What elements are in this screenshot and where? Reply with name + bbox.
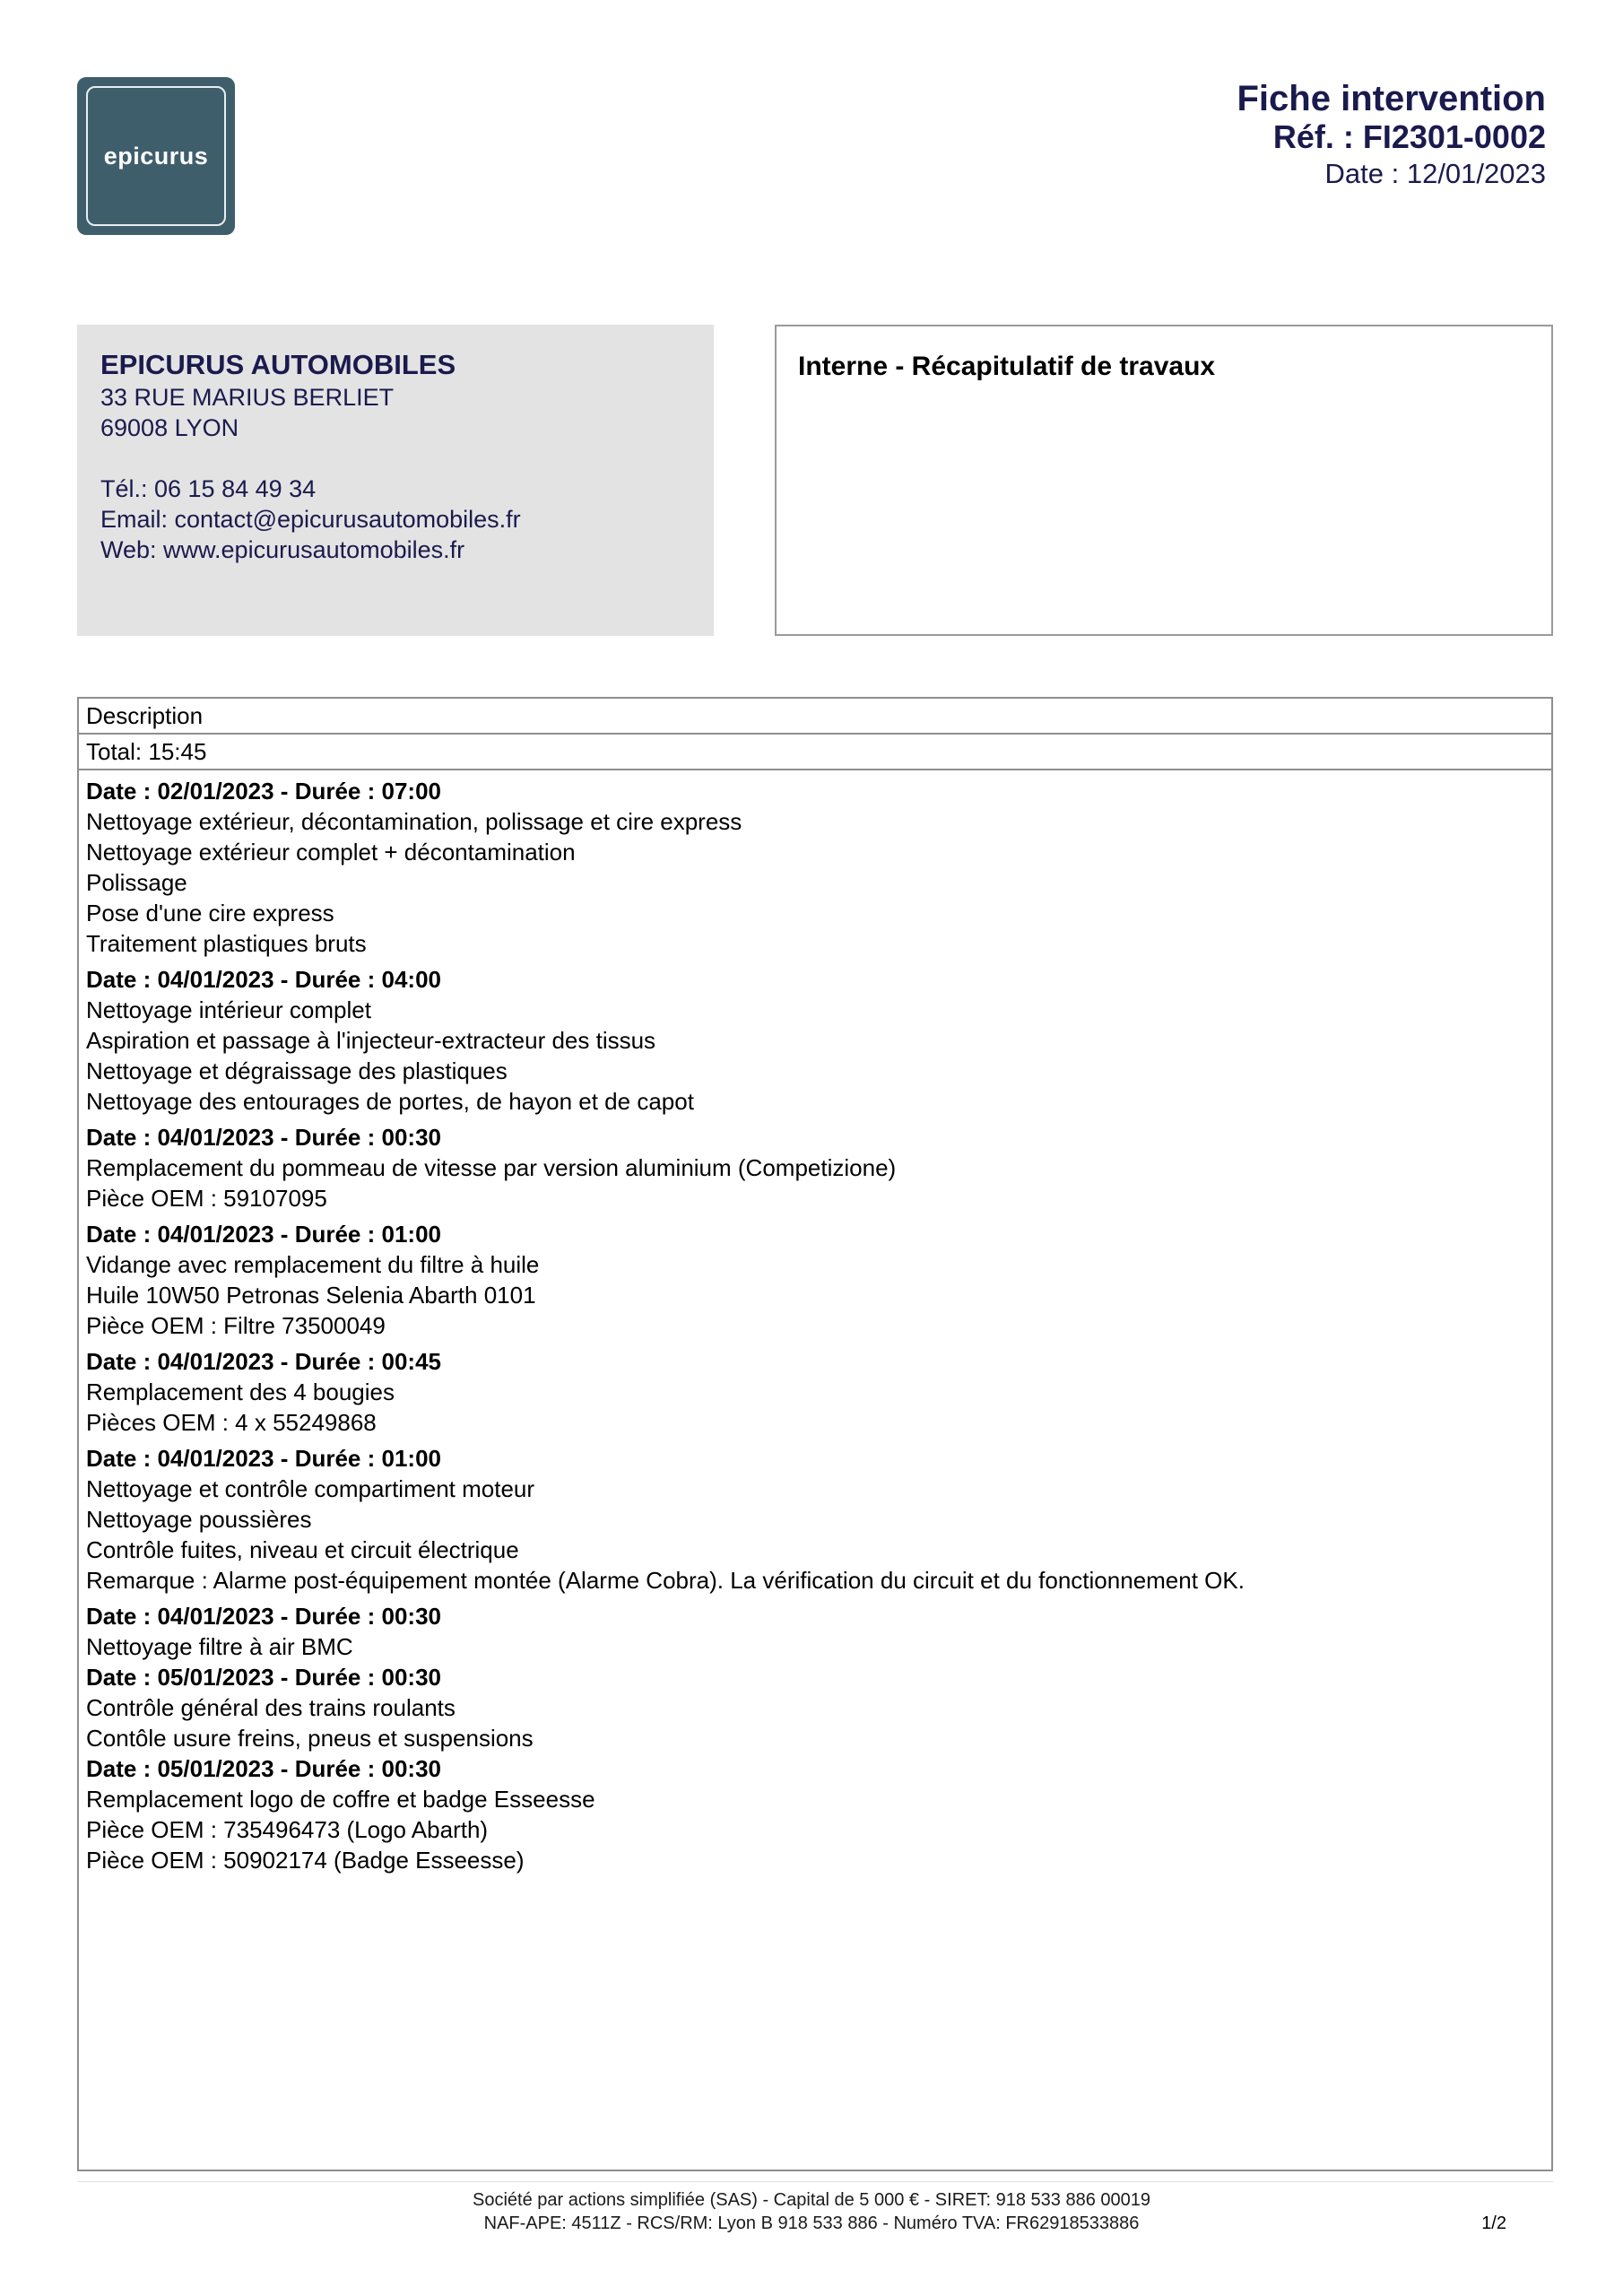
intervention-entry bbox=[86, 776, 1544, 959]
entry-line: Remarque : Alarme post-équipement montée (Alarme Cobra). La vérification du circuit et du fonctionnement OK. bbox=[86, 1567, 1245, 1594]
company-address-line1: 33 RUE MARIUS BERLIET bbox=[100, 384, 395, 411]
entry-line: Nettoyage des entourages de portes, de hayon et de capot bbox=[86, 1088, 694, 1115]
entry-line: Contrôle fuites, niveau et circuit électrique bbox=[86, 1536, 519, 1563]
company-email: Email: contact@epicurusautomobiles.fr bbox=[100, 506, 521, 533]
entry-line: Remplacement des 4 bougies bbox=[86, 1378, 395, 1405]
entry-line: Aspiration et passage à l'injecteur-extracteur des tissus bbox=[86, 1027, 656, 1054]
logo-frame bbox=[86, 86, 226, 226]
entry-line: Pièce OEM : 59107095 bbox=[86, 1185, 327, 1212]
entry-date-duration: Date : 04/01/2023 - Durée : 00:45 bbox=[86, 1348, 441, 1375]
intervention-entry bbox=[86, 1219, 1544, 1341]
entry-date-duration: Date : 04/01/2023 - Durée : 01:00 bbox=[86, 1221, 441, 1248]
logo-text: epicurus bbox=[103, 142, 209, 170]
entry-line: Nettoyage extérieur, décontamination, polissage et cire express bbox=[86, 808, 742, 835]
entry-line: Pièce OEM : 735496473 (Logo Abarth) bbox=[86, 1816, 489, 1843]
table-header: Description bbox=[79, 699, 1551, 735]
footer-divider bbox=[77, 2181, 1553, 2182]
table-total: Total: 15:45 bbox=[79, 735, 1551, 770]
entry-line: Nettoyage et dégraissage des plastiques bbox=[86, 1057, 508, 1084]
entry-date-duration: Date : 04/01/2023 - Durée : 01:00 bbox=[86, 1445, 441, 1472]
intervention-entry bbox=[86, 964, 1544, 1117]
company-web: Web: www.epicurusautomobiles.fr bbox=[100, 536, 465, 563]
entry-line: Pièce OEM : 50902174 (Badge Esseesse) bbox=[86, 1847, 525, 1874]
entry-line: Polissage bbox=[86, 869, 187, 896]
entry-line: Remplacement logo de coffre et badge Esseesse bbox=[86, 1786, 595, 1813]
company-phone: Tél.: 06 15 84 49 34 bbox=[100, 475, 317, 502]
company-address-line2: 69008 LYON bbox=[100, 414, 239, 441]
entry-date-duration: Date : 04/01/2023 - Durée : 04:00 bbox=[86, 966, 441, 993]
entry-line: Vidange avec remplacement du filtre à huile bbox=[86, 1251, 540, 1278]
entry-line: Traitement plastiques bruts bbox=[86, 930, 367, 957]
document-title: Fiche intervention bbox=[1237, 79, 1546, 118]
entry-line: Nettoyage et contrôle compartiment moteur bbox=[86, 1475, 535, 1502]
entry-date-duration: Date : 02/01/2023 - Durée : 07:00 bbox=[86, 778, 441, 804]
intervention-entry bbox=[86, 1122, 1544, 1213]
company-info-box bbox=[77, 325, 714, 636]
recap-box bbox=[775, 325, 1553, 636]
recap-title: Interne - Récapitulatif de travaux bbox=[798, 352, 1216, 381]
intervention-entry bbox=[86, 1662, 1544, 1753]
page-number: 1/2 bbox=[1481, 2213, 1506, 2233]
description-table bbox=[77, 697, 1553, 2171]
footer bbox=[0, 2188, 1623, 2235]
entry-date-duration: Date : 05/01/2023 - Durée : 00:30 bbox=[86, 1664, 441, 1691]
document-reference: Réf. : FI2301-0002 bbox=[1272, 118, 1546, 155]
entry-date-duration: Date : 05/01/2023 - Durée : 00:30 bbox=[86, 1755, 441, 1782]
intervention-entry bbox=[86, 1753, 1544, 1875]
entry-line: Nettoyage extérieur complet + décontamination bbox=[86, 839, 576, 865]
entry-line: Contrôle général des trains roulants bbox=[86, 1694, 456, 1721]
entry-line: Pose d'une cire express bbox=[86, 900, 334, 926]
entry-line: Contôle usure freins, pneus et suspensions bbox=[86, 1725, 534, 1752]
document-date: Date : 12/01/2023 bbox=[1324, 158, 1546, 189]
entry-line: Nettoyage poussières bbox=[86, 1506, 312, 1533]
intervention-entry bbox=[86, 1443, 1544, 1596]
entry-line: Pièce OEM : Filtre 73500049 bbox=[86, 1312, 386, 1339]
intervention-entry bbox=[86, 1346, 1544, 1438]
company-name: EPICURUS AUTOMOBILES bbox=[100, 349, 456, 380]
footer-legal-line1: Société par actions simplifiée (SAS) - Capital de 5 000 € - SIRET: 918 533 886 00019 bbox=[473, 2190, 1150, 2210]
entry-date-duration: Date : 04/01/2023 - Durée : 00:30 bbox=[86, 1124, 441, 1151]
footer-legal-line2: NAF-APE: 4511Z - RCS/RM: Lyon B 918 533 886 - Numéro TVA: FR62918533886 bbox=[483, 2213, 1140, 2233]
entry-line: Nettoyage intérieur complet bbox=[86, 996, 371, 1023]
intervention-entry bbox=[86, 1601, 1544, 1662]
company-logo bbox=[77, 77, 235, 235]
table-entries bbox=[79, 770, 1551, 1881]
entry-line: Remplacement du pommeau de vitesse par version aluminium (Competizione) bbox=[86, 1154, 897, 1181]
entry-line: Huile 10W50 Petronas Selenia Abarth 0101 bbox=[86, 1282, 536, 1309]
entry-line: Pièces OEM : 4 x 55249868 bbox=[86, 1409, 377, 1436]
document-header bbox=[1237, 79, 1547, 192]
entry-line: Nettoyage filtre à air BMC bbox=[86, 1633, 353, 1660]
entry-date-duration: Date : 04/01/2023 - Durée : 00:30 bbox=[86, 1603, 441, 1630]
